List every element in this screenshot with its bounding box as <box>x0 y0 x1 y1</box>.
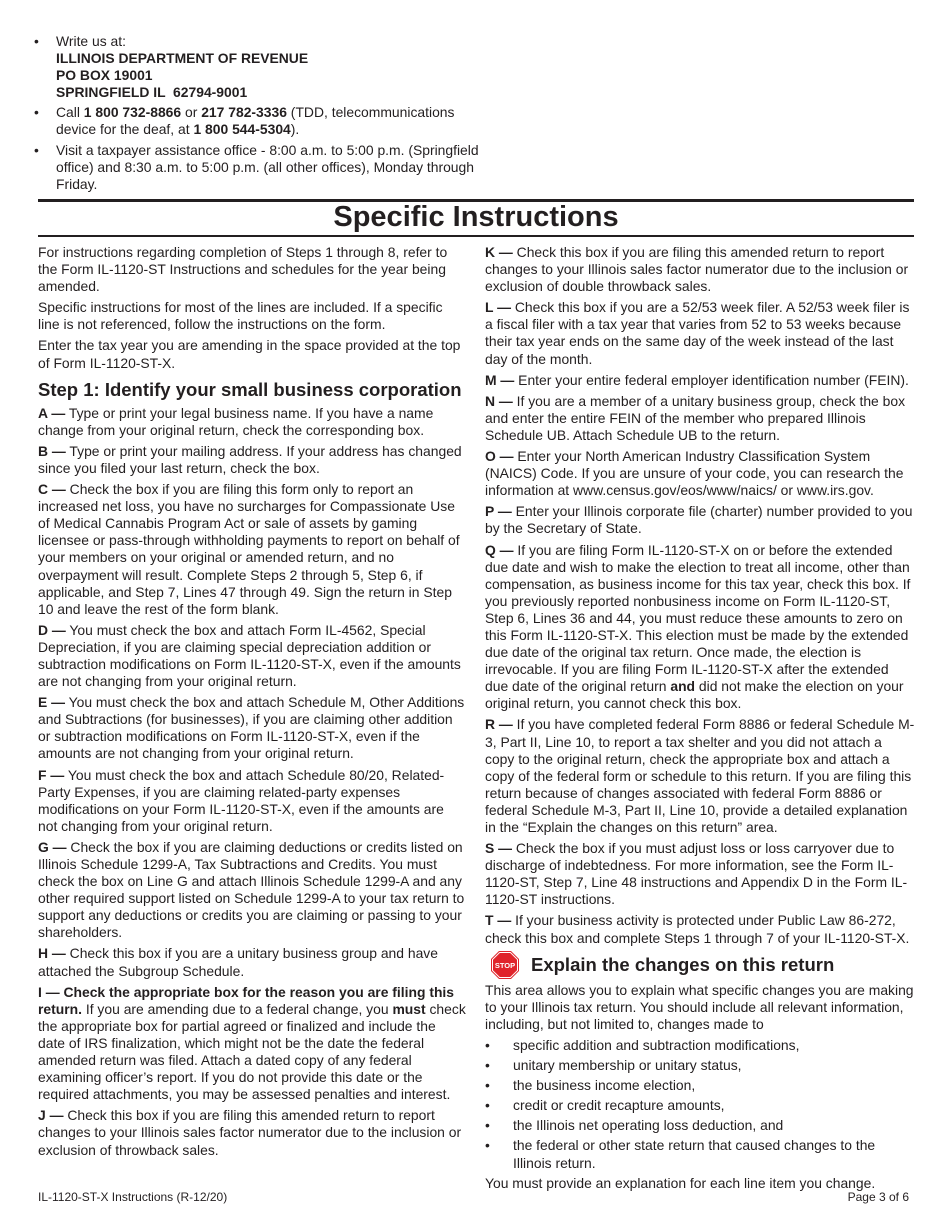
item-label: R — <box>485 716 513 733</box>
item-label: M — <box>485 371 515 388</box>
item-text: Check the box if you must adjust loss or loss carryover due to discharge of indebtedness. For more information, see the Form IL-1120-ST, Step 7, Line 48 instructions and Appendix D in the Form IL-1120-ST instructions. <box>485 840 908 908</box>
item-o <box>485 448 915 499</box>
mailing-address-line: ILLINOIS DEPARTMENT OF REVENUE <box>56 50 309 67</box>
item-label: T — <box>485 912 512 929</box>
phone-number: 217 782-3336 <box>201 104 287 121</box>
item-label: A — <box>38 404 66 421</box>
contact-write <box>30 33 490 101</box>
list-item-text: the federal or other state return that caused changes to the Illinois return. <box>513 1137 876 1171</box>
stop-sign-icon <box>491 951 519 979</box>
item-label: I — Check the appropriate box for the reason you are filing this return. <box>38 983 455 1017</box>
intro-paragraph: Enter the tax year you are amending in the space provided at the top of Form IL-1120-ST-X. <box>38 337 461 371</box>
item-text: If you have completed federal Form 8886 or federal Schedule M-3, Part II, Line 10, to report a tax shelter and you did not attach a copy to the original return, check the appropriate box and attach a copy of the federal form or schedule to this return. If you are filing this return because of changes associated with federal Form 8886 or federal Schedule M-3, Part II, Line 10, provide a detailed explanation in the “Explain the changes on this return” area. <box>485 716 915 835</box>
item-text: Check the box if you are filing this form only to report an increased net loss, you have no surcharges for Compassionate Use of Medical Cannabis Program Act or sale of assets by gaming licensee or pass-through withholding payments to report on behalf of your members on your original or amended return, and no overpayment will result. Complete Steps 2 through 5, Step 6, if applicable, and Step 7, Lines 47 through 49. Sign the return in Step 10 and leave the rest of the form blank. <box>38 481 460 617</box>
item-r <box>485 716 915 836</box>
call-text: ). <box>290 121 300 138</box>
contact-block <box>30 33 490 196</box>
item-label: P — <box>485 503 512 520</box>
bullet: • <box>485 1097 490 1114</box>
item-text: Check this box if you are a 52/53 week filer. A 52/53 week filer is a fiscal filer with a tax year that varies from 52 to 53 weeks because their tax year ends on the same day of the week instead of the last day of the month. <box>485 299 910 367</box>
item-label: S — <box>485 840 513 857</box>
item-label: Q — <box>485 541 514 558</box>
footer-page-number: Page 3 of 6 <box>847 1190 909 1204</box>
contact-call <box>30 104 490 138</box>
item-q <box>485 542 915 713</box>
list-item <box>485 1037 915 1054</box>
call-text: Call <box>56 104 84 121</box>
item-label: C — <box>38 481 66 498</box>
step1-heading: Step 1: Identify your small business corporation <box>38 378 462 400</box>
item-text: Type or print your mailing address. If your address has changed since you filed your last return, check the box. <box>38 442 462 476</box>
write-intro: Write us at: <box>56 33 126 49</box>
item-p <box>485 503 915 537</box>
item-s <box>485 840 915 908</box>
item-text: Check this box if you are filing this amended return to report changes to your Illinois sales factor numerator due to the inclusion or exclusion of throwback sales. <box>38 1107 462 1158</box>
emphasis-and: and <box>670 678 696 695</box>
list-item <box>485 1137 915 1171</box>
bullet: • <box>485 1077 490 1094</box>
list-item <box>485 1117 915 1134</box>
footer-form-id: IL-1120-ST-X Instructions (R-12/20) <box>38 1190 228 1204</box>
list-item <box>485 1097 915 1114</box>
item-t <box>485 912 915 946</box>
item-text: Enter your Illinois corporate file (charter) number provided to you by the Secretary of State. <box>485 503 913 537</box>
call-text: (TDD, telecommunications device for the deaf, at <box>56 104 455 138</box>
item-c <box>38 481 466 618</box>
mailing-address-line: PO BOX 19001 <box>56 67 153 84</box>
item-k <box>485 244 915 295</box>
item-label: B — <box>38 442 66 459</box>
phone-number: 1 800 732-8866 <box>83 104 182 121</box>
item-m <box>485 372 915 389</box>
item-text: Enter your entire federal employer identification number (FEIN). <box>514 371 909 388</box>
explain-closing: You must provide an explanation for each line item you change. <box>485 1174 876 1191</box>
item-h <box>38 945 466 979</box>
item-text: Enter your North American Industry Classification System (NAICS) Code. If you are unsure of your code, you can research the information at www.census.gov/eos/www/naics/ or www.irs.gov. <box>485 448 904 499</box>
item-label: L — <box>485 299 511 316</box>
right-column <box>485 244 915 1196</box>
item-label: N — <box>485 392 513 409</box>
item-e <box>38 694 466 762</box>
tdd-phone-number: 1 800 544-5304 <box>193 121 291 138</box>
item-label: F — <box>38 766 65 783</box>
bullet: • <box>485 1117 490 1134</box>
stop-sign-label: STOP <box>494 960 516 970</box>
contact-visit <box>30 142 490 193</box>
list-item-text: the Illinois net operating loss deduction, and <box>513 1117 784 1134</box>
item-text: If your business activity is protected under Public Law 86-272, check this box and complete Steps 1 through 7 of your IL-1120-ST-X. <box>485 912 910 946</box>
list-item-text: the business income election, <box>513 1077 696 1094</box>
item-label: J — <box>38 1107 64 1124</box>
item-g <box>38 839 466 942</box>
mailing-address-line: SPRINGFIELD IL 62794-9001 <box>56 84 248 101</box>
item-f <box>38 767 466 835</box>
intro-paragraph: For instructions regarding completion of Steps 1 through 8, refer to the Form IL-1120-ST Instructions and schedules for the year being amended. <box>38 244 448 295</box>
title-rule-bottom <box>38 235 914 237</box>
bullet: • <box>485 1137 490 1154</box>
bullet: • <box>34 141 39 158</box>
explain-intro: This area allows you to explain what specific changes you are making to your Illinois tax return. You should include all relevant information, including, but not limited to, changes made to <box>485 981 914 1032</box>
item-label: E — <box>38 694 66 711</box>
explain-list <box>485 1037 915 1172</box>
item-text: If you are filing Form IL-1120-ST-X on or before the extended due date and wish to make the election to treat all income, other than compensation, as business income for this tax year, check this box. If you previously reported nonbusiness income on Form IL-1120-ST, Step 6, Lines 36 and 44, you must reduce these amounts to zero on this Form IL-1120-ST-X. This election must be made by the extended due date of the original tax return. Once made, the election is irrevocable. If you are filing Form IL-1120-ST-X after the extended due date of the original return <box>485 541 911 695</box>
item-label: D — <box>38 621 66 638</box>
item-text: You must check the box and attach Schedule 80/20, Related-Party Expenses, if you are claiming related-party expenses modifications on your Form IL-1120-ST-X, even if the amounts are not changing from your original return. <box>38 766 445 834</box>
list-item-text: specific addition and subtraction modifications, <box>513 1036 800 1053</box>
list-item <box>485 1077 915 1094</box>
item-label: K — <box>485 244 513 260</box>
list-item-text: unitary membership or unitary status, <box>513 1057 742 1074</box>
bullet: • <box>34 104 39 121</box>
item-i <box>38 984 466 1104</box>
item-label: H — <box>38 945 66 962</box>
intro-paragraph: Specific instructions for most of the lines are included. If a specific line is not referenced, follow the instructions on the form. <box>38 299 443 333</box>
item-j <box>38 1107 466 1158</box>
item-text: Check this box if you are filing this amended return to report changes to your Illinois sales factor numerator due to the inclusion or exclusion of double throwback sales. <box>485 244 909 295</box>
item-text: Type or print your legal business name. If you have a name change from your original return, check the corresponding box. <box>38 404 434 438</box>
visit-text: Visit a taxpayer assistance office - 8:00 a.m. to 5:00 p.m. (Springfield office) and 8:30 a.m. to 5:00 p.m. (all other offices), Monday through Friday. <box>56 141 479 192</box>
emphasis-must: must <box>392 1000 426 1017</box>
item-text: Check this box if you are a unitary business group and have attached the Subgroup Schedule. <box>38 945 438 979</box>
item-b <box>38 443 466 477</box>
item-l <box>485 299 915 367</box>
item-text: If you are amending due to a federal change, you <box>82 1000 393 1017</box>
bullet: • <box>34 33 39 49</box>
item-text: check the appropriate box for partial agreed or finalized and include the date of IRS finalization, which might not be the date the federal amended return was filed. Attach a dated copy of any federal examining officer’s report. If you do not provide this date or the required attachments, you may be assessed penalties and interest. <box>38 1000 466 1103</box>
call-text: or <box>181 104 202 121</box>
list-item-text: credit or credit recapture amounts, <box>513 1097 725 1114</box>
item-text: You must check the box and attach Form IL-4562, Special Depreciation, if you are claiming special depreciation addition or subtraction modifications on Form IL-1120-ST-X, even if the amounts are not changing from your original return. <box>38 621 461 690</box>
item-text: If you are a member of a unitary business group, check the box and enter the entire FEIN of the member who prepared Illinois Schedule UB. Attach Schedule UB to the return. <box>485 392 906 443</box>
item-text: Check the box if you are claiming deductions or credits listed on Illinois Schedule 1299-A, Tax Subtractions and Credits. You must check the box on Line G and attach Illinois Schedule 1299-A and any other required support listed on Schedule 1299-A to your tax return to support any deductions or credits you are claiming or passing to your shareholders. <box>38 838 465 941</box>
item-d <box>38 622 466 690</box>
explain-heading: Explain the changes on this return <box>531 953 835 975</box>
page-title: Specific Instructions <box>333 201 619 233</box>
item-a <box>38 405 466 439</box>
explain-heading-row <box>491 951 915 979</box>
item-n <box>485 393 915 444</box>
bullet: • <box>485 1036 490 1053</box>
item-text: did not make the election on your original return, you cannot check this box. <box>485 678 904 712</box>
item-label: O — <box>485 448 514 465</box>
item-label: G — <box>38 838 67 855</box>
list-item <box>485 1057 915 1074</box>
item-text: You must check the box and attach Schedule M, Other Additions and Subtractions (for businesses), if you are claiming other addition or subtraction modifications on Form IL-1120-ST-X, even if the amounts are not changing from your original return. <box>38 694 465 762</box>
left-column <box>38 244 466 1163</box>
bullet: • <box>485 1057 490 1074</box>
